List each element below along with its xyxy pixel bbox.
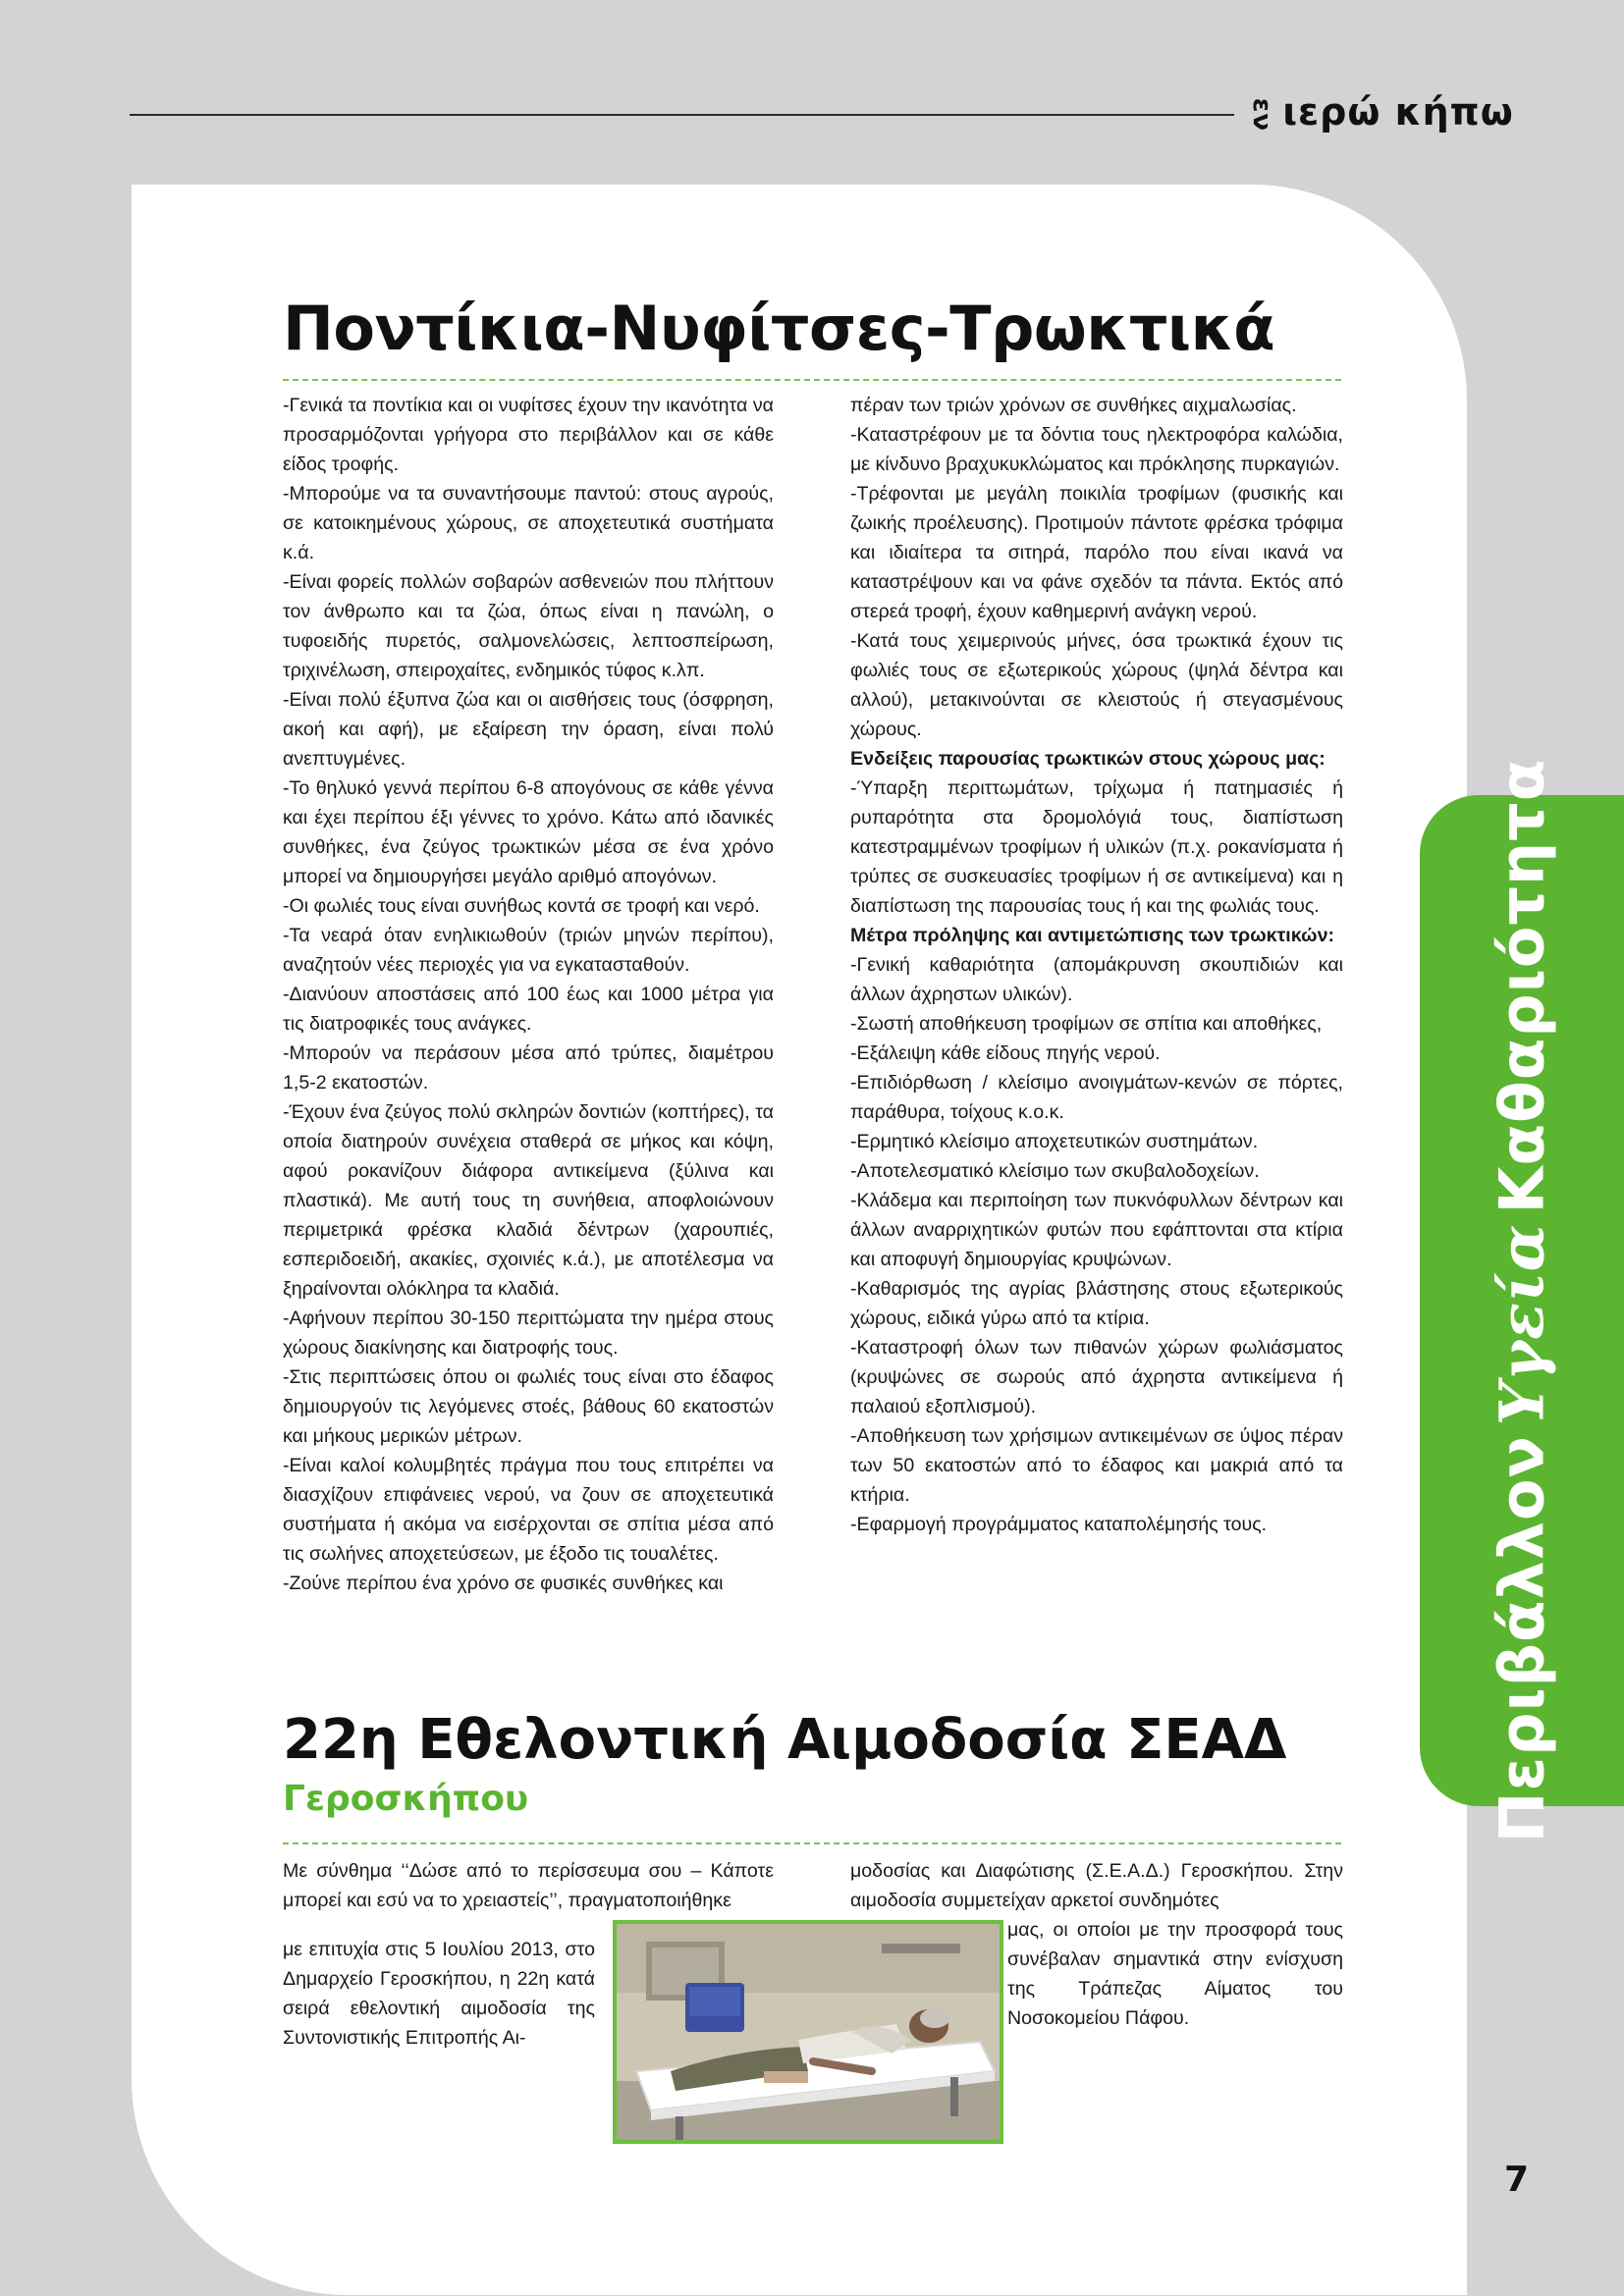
paragraph: -Είναι καλοί κολυμβητές πράγμα που τους επιτρέπει να διασχίζουν επιφάνειες νερού, να ζουν σε αποχετευτικά συστήματα ή ακόμα να εισέρχονται σε σπίτια μέσα από τις σωλήνες αποχετεύσεων, με έξοδο τις τουαλέτες. <box>283 1455 774 1565</box>
paragraph: -Γενικά τα ποντίκια και οι νυφίτσες έχουν την ικανότητα να προσαρμόζονται γρήγορα στο περιβάλλον και σε κάθε είδος τροφής. <box>283 395 774 475</box>
list-item: -Επιδιόρθωση / κλείσιμο ανοιγμάτων-κενών σε πόρτες, παράθυρα, τοίχους κ.ο.κ. <box>850 1072 1343 1123</box>
article2-right-wrap <box>1007 1915 1343 2033</box>
list-item: -Αποθήκευση των χρήσιμων αντικειμένων σε ύψος πέραν των 50 εκατοστών από το έδαφος και μακριά από τα κτήρια. <box>850 1425 1343 1506</box>
section-tab-part1: Περιβάλλον <box>1486 1435 1558 1843</box>
paragraph: -Τρέφονται με μεγάλη ποικιλία τροφίμων (φυσικής και ζωικής προέλευσης). Προτιμούν πάντοτε φρέσκα τρόφιμα και ιδιαίτερα τα σιτηρά, παρόλο που είναι ικανά να καταστρέψουν και να φάνε σχεδόν τα πάντα. Εκτός από στερεά τροφή, έχουν καθημερινή ανάγκη νερού. <box>850 483 1343 622</box>
paragraph: -Κατά τους χειμερινούς μήνες, όσα τρωκτικά έχουν τις φωλιές τους σε εξωτερικούς χώρους (ψηλά δέντρα και αλλού), μετακινούνται σε κλειστούς ή στεγασμένους χώρους. <box>850 630 1343 740</box>
list-item: -Καταστροφή όλων των πιθανών χώρων φωλιάσματος (κρυψώνες σε σωρούς από άχρηστα αντικείμενα ή παλαιού εξοπλισμού). <box>850 1337 1343 1417</box>
blood-donation-illustration <box>617 1924 1000 2140</box>
blood-donation-photo <box>613 1920 1003 2144</box>
paragraph: -Καταστρέφουν με τα δόντια τους ηλεκτροφόρα καλώδια, με κίνδυνο βραχυκυκλώματος και πρόκλησης πυρκαγιών. <box>850 424 1343 475</box>
paragraph: μας, οι οποίοι με την προσφορά τους συνέβαλαν σημαντικά στην ενίσχυση της Τράπεζας Αίματος του Νοσοκομείου Πάφου. <box>1007 1919 1343 2029</box>
paragraph: με επιτυχία στις 5 Ιουλίου 2013, στο Δημαρχείο Γεροσκήπου, η 22η κατά σειρά εθελοντική αιμοδοσία της Συντονιστικής Επιτροπής Αι- <box>283 1939 595 2049</box>
title-divider <box>283 1842 1341 1844</box>
paragraph: -Στις περιπτώσεις όπου οι φωλιές τους είναι στο έδαφος δημιουργούν τις λεγόμενες στοές, βάθους 60 εκατοστών και μήκους μερικών μέτρων. <box>283 1366 774 1447</box>
list-item: -Κλάδεμα και περιποίηση των πυκνόφυλλων δέντρων και άλλων αναρριχητικών φυτών που εφάπτονται στα κτίρια και αποφυγή δημιουργίας κρυψώνων. <box>850 1190 1343 1270</box>
section-tab-label <box>1487 759 1558 1843</box>
section-tab-accent: Υγεία <box>1486 1223 1558 1426</box>
logo-prefix: εν <box>1247 97 1277 133</box>
measures-heading: Μέτρα πρόληψης και αντιμετώπισης των τρωκτικών: <box>850 925 1334 946</box>
page-number: 7 <box>1504 2160 1530 2200</box>
article2-left-wrap <box>283 1935 595 2053</box>
paragraph: μοδοσίας και Διαφώτισης (Σ.Ε.Α.Δ.) Γεροσκήπου. Στην αιμοδοσία συμμετείχαν αρκετοί συνδημότες <box>850 1860 1343 1911</box>
paragraph: -Είναι φορείς πολλών σοβαρών ασθενειών που πλήττουν τον άνθρωπο και τα ζώα, όπως είναι η πανώλη, ο τυφοειδής πυρετός, σαλμονελώσεις, λεπτοσπείρωση, τριχινέλωση, σπειροχαίτες, ενδημικός τύφος κ.λπ. <box>283 571 774 681</box>
paragraph: -Μπορούμε να τα συναντήσουμε παντού: στους αγρούς, σε κατοικημένους χώρους, σε αποχετευτικά συστήματα κ.ά. <box>283 483 774 563</box>
paragraph: -Μπορούν να περάσουν μέσα από τρύπες, διαμέτρου 1,5-2 εκατοστών. <box>283 1042 774 1094</box>
article1-left-column <box>283 391 774 1598</box>
article2-subtitle: Γεροσκήπου <box>283 1779 529 1819</box>
article1-title: Ποντίκια-Νυφίτσες-Τρωκτικά <box>283 293 1275 364</box>
header-rule <box>130 114 1234 116</box>
section-tab-part2: Καθαριότητα <box>1486 758 1558 1214</box>
article2-title: 22η Εθελοντική Αιμοδοσία ΣΕΑΔ <box>283 1708 1287 1772</box>
paragraph: -Ζούνε περίπου ένα χρόνο σε φυσικές συνθήκες και <box>283 1573 724 1594</box>
paragraph: -Ύπαρξη περιττωμάτων, τρίχωμα ή πατημασιές ή ρυπαρότητα στα δρομολόγιά τους, διαπίστωση κατεστραμμένων τροφίμων ή υλικών (π.χ. ροκανίσματα ή τρύπες σε συσκευασίες τροφίμων ή σε αντικείμενα) και η διαπίστωση της παρουσίας τους ή και της φωλιάς τους. <box>850 777 1343 917</box>
paragraph: πέραν των τριών χρόνων σε συνθήκες αιχμαλωσίας. <box>850 395 1297 416</box>
list-item: -Αποτελεσματικό κλείσιμο των σκυβαλοδοχείων. <box>850 1160 1260 1182</box>
list-item: -Ερμητικό κλείσιμο αποχετευτικών συστημάτων. <box>850 1131 1259 1152</box>
paragraph: -Τα νεαρά όταν ενηλικιωθούν (τριών μηνών περίπου), αναζητούν νέες περιοχές για να εγκατασταθούν. <box>283 925 774 976</box>
signs-heading: Ενδείξεις παρουσίας τρωκτικών στους χώρους μας: <box>850 748 1326 770</box>
article2-left-intro <box>283 1856 774 1915</box>
article2-right-intro <box>850 1856 1343 1915</box>
paragraph: -Διανύουν αποστάσεις από 100 έως και 1000 μέτρα για τις διατροφικές τους ανάγκες. <box>283 984 774 1035</box>
list-item: -Γενική καθαριότητα (απομάκρυνση σκουπιδιών και άλλων άχρηστων υλικών). <box>850 954 1343 1005</box>
article1-right-column <box>850 391 1343 1539</box>
magazine-logo <box>1245 90 1514 133</box>
list-item: -Εφαρμογή προγράμματος καταπολέμησής τους. <box>850 1514 1268 1535</box>
list-item: -Καθαρισμός της αγρίας βλάστησης στους εξωτερικούς χώρους, ειδικά γύρω από τα κτίρια. <box>850 1278 1343 1329</box>
logo-text: ιερώ κήπω <box>1282 90 1514 133</box>
paragraph: Με σύνθημα ‘‘Δώσε από το περίσσευμα σου – Κάποτε μπορεί και εσύ να το χρειαστείς’’, πραγματοποιήθηκε <box>283 1860 774 1911</box>
paragraph: -Οι φωλιές τους είναι συνήθως κοντά σε τροφή και νερό. <box>283 895 760 917</box>
paragraph: -Το θηλυκό γεννά περίπου 6-8 απογόνους σε κάθε γέννα και έχει περίπου έξι γέννες το χρόνο. Κάτω από ιδανικές συνθήκες, ένα ζεύγος τρωκτικών μέσα σε ένα χρόνο μπορεί να δημιουργήσει μεγάλο αριθμό απογόνων. <box>283 777 774 887</box>
paragraph: -Αφήνουν περίπου 30-150 περιττώματα την ημέρα στους χώρους διακίνησης και διατροφής τους. <box>283 1308 774 1359</box>
list-item: -Εξάλειψη κάθε είδους πηγής νερού. <box>850 1042 1161 1064</box>
title-divider <box>283 379 1341 381</box>
paragraph: -Είναι πολύ έξυπνα ζώα και οι αισθήσεις τους (όσφρηση, ακοή και αφή), με εξαίρεση την όραση, είναι πολύ ανεπτυγμένες. <box>283 689 774 770</box>
paragraph: -Έχουν ένα ζεύγος πολύ σκληρών δοντιών (κοπτήρες), τα οποία διατηρούν συνέχεια σταθερά σε μήκος και κόψη, αφού ροκανίζουν διάφορα αντικείμενα (ξύλινα και πλαστικά). Με αυτή τους τη συνήθεια, αποφλοιώνουν περιμετρικά φρέσκα κλαδιά δέντρων (χαρουπιές, εσπεριδοειδή, ακακίες, σχοινιές κ.ά.), με αποτέλεσμα να ξηραίνονται ολόκληρα τα κλαδιά. <box>283 1101 774 1300</box>
list-item: -Σωστή αποθήκευση τροφίμων σε σπίτια και αποθήκες, <box>850 1013 1323 1035</box>
